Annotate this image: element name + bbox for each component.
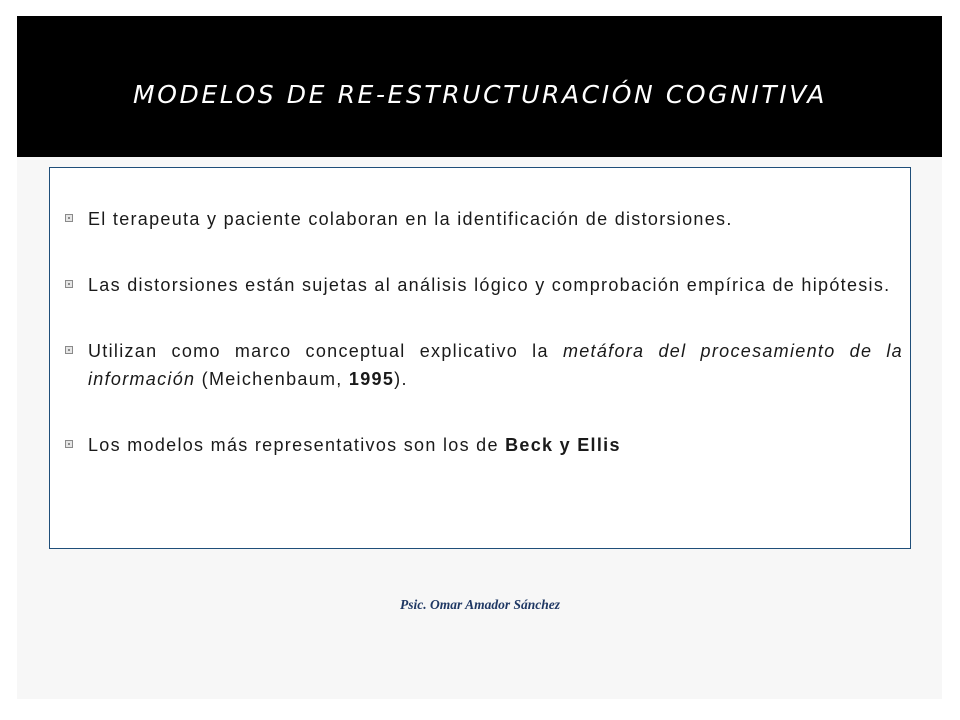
- bullet-text-after: ).: [394, 369, 408, 389]
- bullet-text-bold: Beck y Ellis: [505, 435, 621, 455]
- slide-title: MODELOS DE RE-ESTRUCTURACIÓN COGNITIVA: [133, 80, 827, 109]
- bullet-text: El terapeuta y paciente colaboran en la identificación de distorsiones.: [88, 209, 733, 229]
- square-bullet-icon: [65, 440, 73, 448]
- square-bullet-icon: [65, 280, 73, 288]
- square-bullet-icon: [65, 214, 73, 222]
- bullet-item-3: [63, 337, 903, 393]
- bullet-item-1: [63, 205, 903, 233]
- author-signature: Psic. Omar Amador Sánchez: [399, 597, 561, 612]
- bullet-list: [63, 205, 903, 497]
- bullet-text-bold: 1995: [348, 369, 395, 389]
- square-bullet-icon: [65, 346, 73, 354]
- bullet-text: Las distorsiones están sujetas al análisis lógico y comprobación empírica de hipótesis.: [88, 275, 891, 295]
- bullet-text-italic: metáfora del procesamiento de la información: [88, 341, 903, 389]
- bullet-text-before: Los modelos más representativos son los de: [88, 435, 506, 455]
- bullet-text-middle: (Meichenbaum,: [195, 369, 349, 389]
- bullet-text-before: Utilizan como marco conceptual explicativo la: [88, 341, 563, 361]
- bullet-item-4: [63, 431, 903, 459]
- bullet-item-2: [63, 271, 903, 299]
